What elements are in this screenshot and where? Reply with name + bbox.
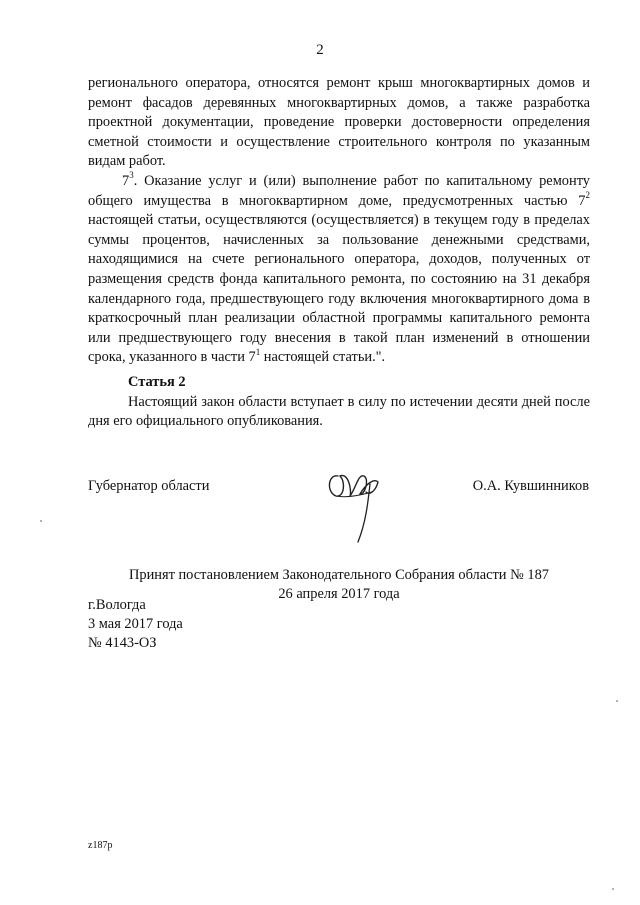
article-title: Статья 2 [128, 374, 186, 390]
clause-number: 7 [122, 172, 130, 189]
clause-text-1: . Оказание услуг и (или) выполнение работ по капитальному ремонту общего имущества в многоквартирном доме, предусмотренных частью 7 [88, 172, 590, 209]
article-2 [88, 373, 590, 432]
article-text: Настоящий закон области вступает в силу по истечении десяти дней после дня его официального опубликования. [88, 393, 590, 430]
clause-text-2: настоящей статьи, осуществляются (осуществляется) в текущем году в пределах суммы процентов, начисленных за пользование денежными средствами, находящимися на счете регионального оператора, доходов, полученных от размещения средств фонда капитального ремонта, по состоянию на 31 декабря календарного года, предшествующего году включения многоквартирного дома в краткосрочный план реализации областной программы капитального ремонта или предшествующего году внесения в такой план изменений в отношении срока, указанного в части 7 [88, 212, 590, 366]
clause-superscript: 3 [129, 170, 134, 181]
scan-speck [40, 520, 42, 522]
law-number: № 4143-ОЗ [88, 635, 157, 651]
scan-speck [616, 700, 618, 702]
page-number: 2 [316, 42, 324, 58]
governor-name: О.А. Кувшинников [472, 478, 589, 494]
scan-speck [612, 888, 614, 890]
adoption-date: 26 апреля 2017 года [278, 586, 400, 602]
city: г.Вологда [88, 597, 146, 613]
main-text [88, 74, 590, 368]
place-and-number [88, 596, 183, 653]
superscript-2: 1 [255, 346, 261, 357]
superscript-1: 2 [585, 189, 590, 200]
paragraph-1: регионального оператора, относятся ремонт крыш многоквартирных домов и ремонт фасадов деревянных многоквартирных домов, а также разработка проектной документации, проведение проверки достоверности определения сметной стоимости и осуществление строительного контроля по указанным видам работ. [88, 75, 590, 170]
governor-title: Губернатор области [88, 478, 210, 494]
clause-text-3: настоящей статьи.". [260, 349, 386, 366]
footer-code: z187р [88, 840, 113, 851]
signature-icon [320, 462, 390, 546]
signing-date: 3 мая 2017 года [88, 616, 183, 632]
paragraph-7-3 [88, 172, 590, 368]
adoption-line-1: Принят постановлением Законодательного Собрания области № 187 [128, 567, 549, 583]
